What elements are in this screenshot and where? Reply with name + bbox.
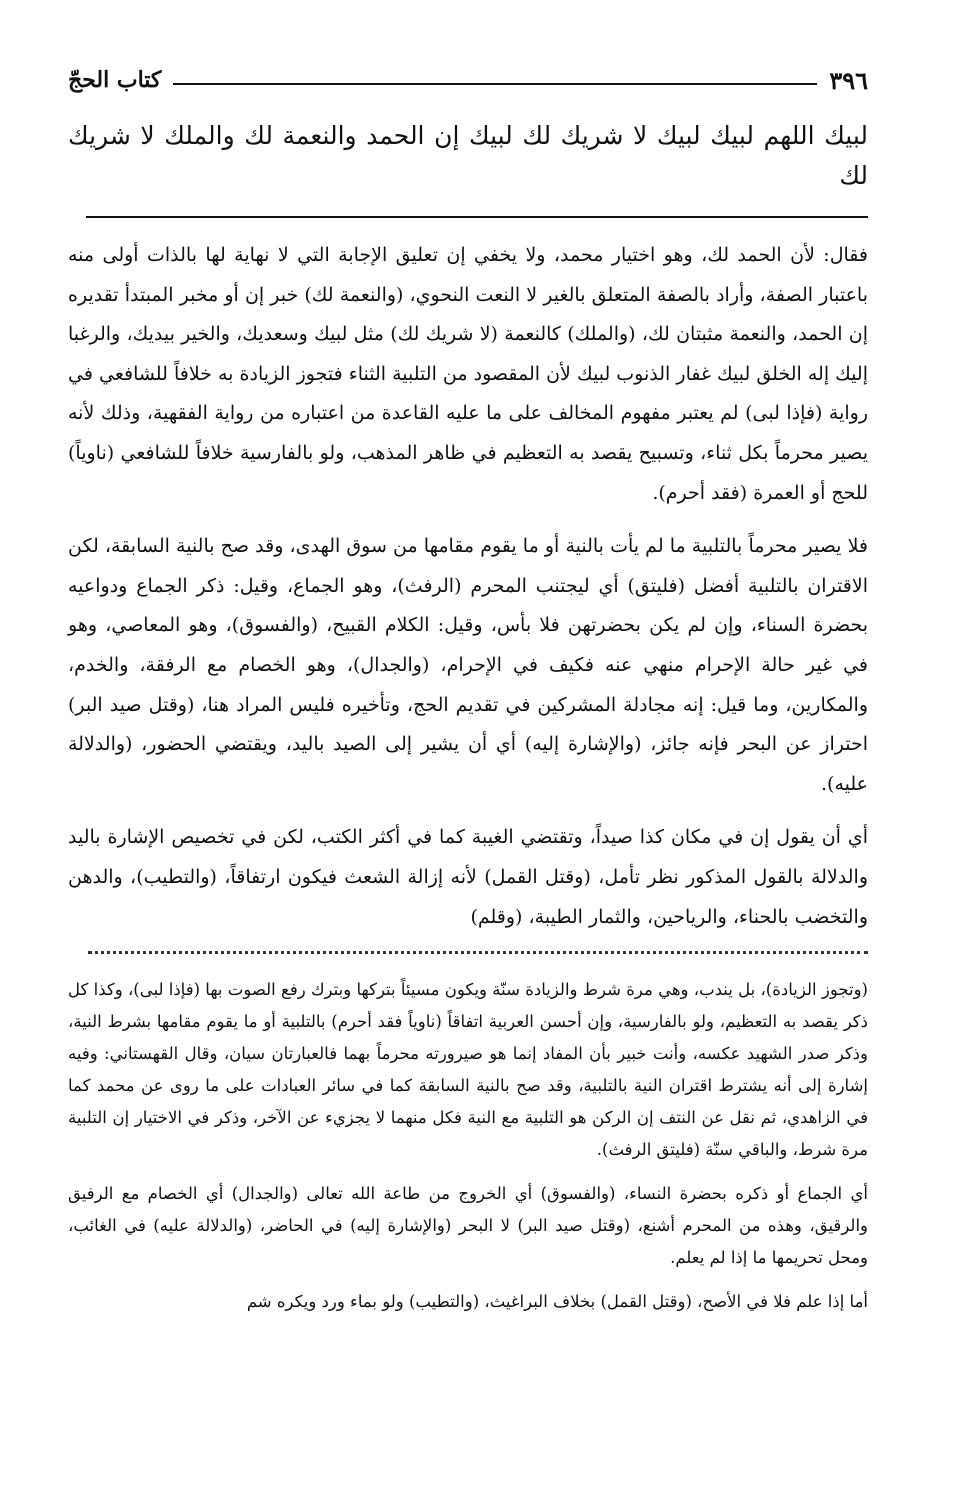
talbiya-text: لبيك اللهم لبيك لبيك لا شريك لك لبيك إن الحمد والنعمة لك والملك لا شريك لك <box>68 121 868 190</box>
commentary-paragraph: فقال: لأن الحمد لك، وهو اختيار محمد، ولا يخفي إن تعليق الإجابة التي لا نهاية لها بالذات أولى منه باعتبار الصفة، وأراد بالصفة المتعلق بالغير لا النعت النحوي، (والنعمة لك) خبر إن أو مخبر المبتدأ تقديره إن الحمد، والنعمة مثبتان لك، (والملك) كالنعمة (لا شريك لك) مثل لبيك وسعديك، والخير بيديك، والرغبا إليك إله الخلق لبيك غفار الذنوب لبيك لأن المقصود من التلبية الثناء فتجوز الزيادة به خلافاً للشافعي في رواية (فإذا لبى) لم يعتبر مفهوم المخالف على ما عليه القاعدة من اعتباره من رواية الفقهية، وذلك لأنه يصير محرماً بكل ثناء، وتسبيح يقصد به التعظيم في ظاهر المذهب، ولو بالفارسية خلافاً للشافعي (ناوياً) للحج أو العمرة (فقد أحرم). <box>68 244 868 504</box>
commentary-paragraph: فلا يصير محرماً بالتلبية ما لم يأت بالنية أو ما يقوم مقامها من سوق الهدى، وقد صح بالنية السابقة، لكن الاقتران بالتلبية أفضل (فليتق) أي ليجتنب المحرم (الرفث)، وهو الجماع، وقيل: ذكر الجماع ودواعيه بحضرة السناء، وإن لم يكن بحضرتهن فلا بأس، وقيل: الكلام القبيح، (والفسوق)، وهو المعاصي، وهو في غير حالة الإحرام منهي عنه فكيف في الإحرام، (والجدال)، وهو الخصام مع الرفقة، والخدم، والمكارين، وما قيل: إنه مجادلة المشركين في تقديم الحج، وتأخيره فليس المراد هنا، (وقتل صيد البر) احتراز عن البحر فإنه جائز، (والإشارة إليه) أي أن يشير إلى الصيد باليد، ويقتضي الحضور، (والدلالة عليه). <box>68 535 868 795</box>
footnote-paragraph: (وتجوز الزيادة)، بل يندب، وهي مرة شرط والزيادة سنّة ويكون مسيئاً بتركها وبترك رفع الصوت بها (فإذا لبى)، وكذا كل ذكر يقصد به التعظيم، ولو بالفارسية، وإن أحسن العربية اتفاقاً (ناوياً فقد أحرم) بالتلبية أو ما يقوم مقامها بشرط النية، وذكر صدر الشهيد عكسه، وأنت خبير بأن المفاد إنما هو صيرورته محرماً بهما فالعبارتان سيان، وقال القهستاني: وفيه إشارة إلى أنه يشترط اقتران النية بالتلبية، وقد صح بالنية السابقة كما في سائر العبادات على ما روى عن محمد كما في الزاهدي، ثم نقل عن النتف إن الركن هو التلبية مع النية فكل منهما لا يجزيء عن الآخر، وذكر في الاختيار إن التلبية مرة شرط، والباقي سنّة (فليتق الرفث). <box>68 980 868 1160</box>
page-header <box>68 60 868 100</box>
header-rule <box>173 83 817 85</box>
book-title: كتاب الحجّ <box>68 67 162 93</box>
main-commentary <box>68 236 868 937</box>
page-number: ٣٩٦ <box>829 65 868 95</box>
footnote-dotted-separator <box>88 951 868 954</box>
footnote-paragraph: أي الجماع أو ذكره بحضرة النساء، (والفسوق) أي الخروج من طاعة الله تعالى (والجدال) أي الخصام مع الرفيق والرقيق، وهذه من المحرم أشنع، (وقتل صيد البر) لا البحر (والإشارة إليه) في الحاضر، (والدلالة عليه) في الغائب، ومحل تحريمها ما إذا لم يعلم. <box>68 1184 868 1268</box>
book-page <box>68 60 868 1318</box>
footnotes-section <box>68 974 868 1318</box>
footnote-paragraph: أما إذا علم فلا في الأصح، (وقتل القمل) بخلاف البراغيث، (والتطيب) ولو بماء ورد ويكره شم <box>246 1292 868 1312</box>
commentary-paragraph: أي أن يقول إن في مكان كذا صيداً، وتقتضي الغيبة كما في أكثر الكتب، لكن في تخصيص الإشارة باليد والدلالة بالقول المذكور نظر تأمل، (وقتل القمل) لأنه إزالة الشعث فيكون ارتفاقاً، (والتطيب)، والدهن والتخضب بالحناء، والرياحين، والثمار الطيبة، (وقلم) <box>68 826 868 928</box>
text-separator-rule <box>86 216 868 218</box>
